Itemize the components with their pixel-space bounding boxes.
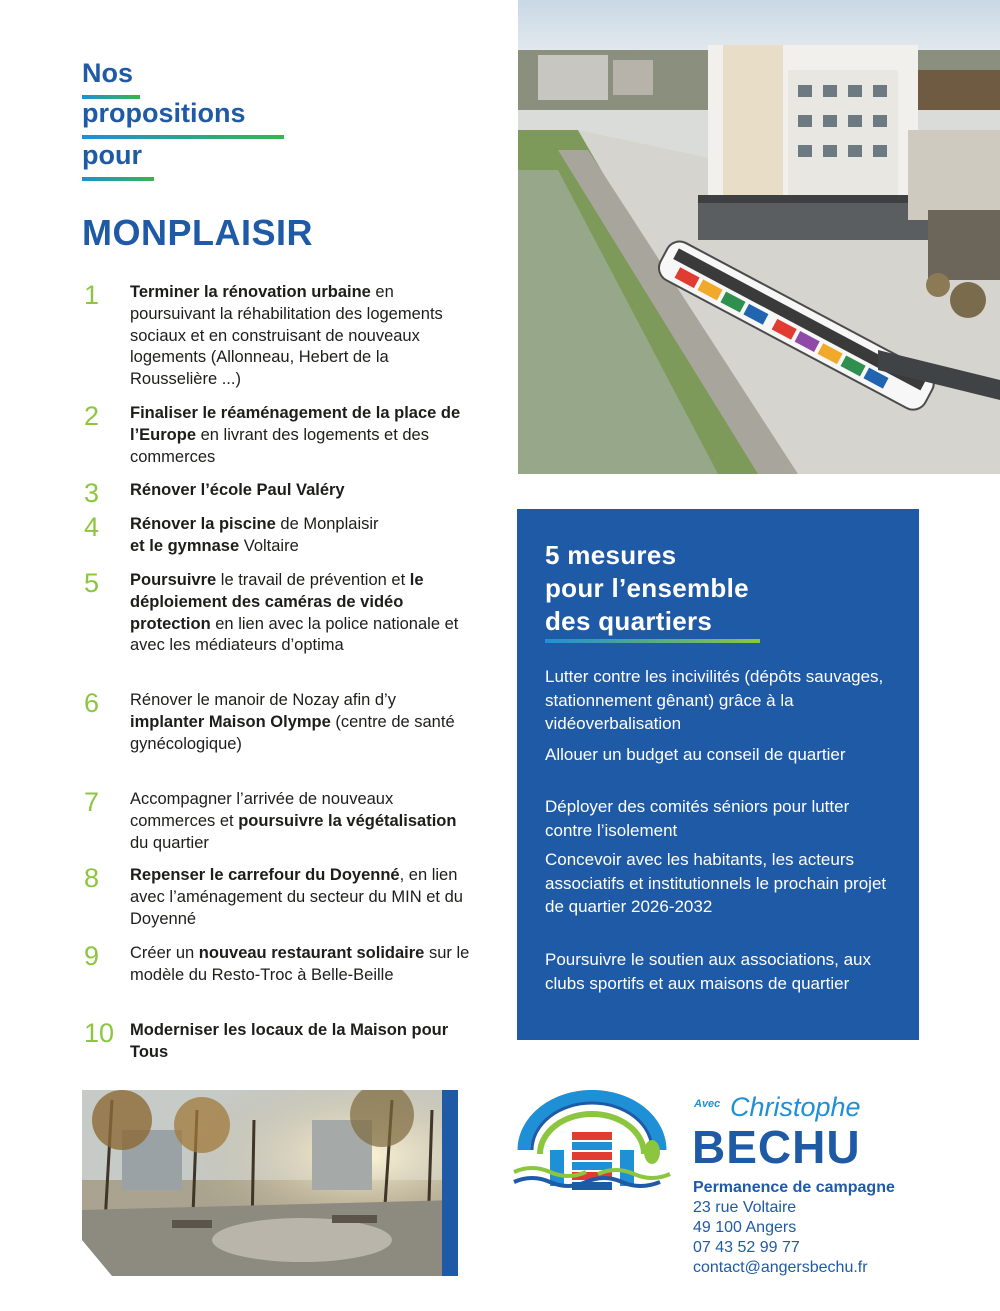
title-line-3 [82,142,142,169]
proposition-rest: Rénover le manoir de Nozay afin d’y [130,691,396,709]
proposition-number: 6 [84,688,100,718]
proposition-bold: le déploiement des caméras de vidéo protection [130,571,424,633]
proposition-number: 8 [84,863,100,893]
proposition-rest: de Monplaisir [275,515,379,533]
proposition-rest: Accompagner l’arrivée de nouveaux commerces et [130,790,394,830]
proposition-bold: nouveau restaurant solidaire [198,944,425,962]
proposition-rest: Créer un [130,944,199,962]
title-text-nos: Nos [82,58,134,88]
proposition-bold: Finaliser le réaménagement de la place de l’Europe [130,404,461,444]
proposition-number: 9 [84,941,100,971]
proposition-number: 5 [84,568,100,598]
measures-panel [517,509,919,1040]
contact-email[interactable]: contact@angersbechu.fr [693,1259,868,1276]
measures-heading-line: pour l’ensemble [545,573,749,603]
contact-city: 49 100 Angers [693,1219,797,1236]
measures-heading-line: 5 mesures [545,540,677,570]
title-underline [82,135,284,139]
measures-underline [545,639,760,643]
proposition-bold: implanter Maison Olympe [130,712,331,731]
proposition-text [130,1020,470,1064]
brand-avec: Avec [694,1098,721,1110]
proposition-rest: en livrant des logements et des commerces [130,425,429,466]
proposition-text [130,514,470,558]
proposition-rest: du quartier [130,833,209,852]
measure-item: Poursuivre le soutien aux associations, aux clubs sportifs et aux maisons de quartier [545,950,872,993]
proposition-text [130,789,470,854]
proposition-bold: Poursuivre [130,571,217,589]
brand-first-name: Christophe [730,1092,861,1122]
title-underline [82,177,154,181]
proposition-text [130,943,470,987]
proposition-number: 10 [84,1018,115,1048]
proposition-number: 1 [84,280,100,310]
proposition-bold: et le gymnase [130,536,240,555]
photo-accent-bar [442,1090,458,1276]
proposition-bold: poursuivre la végétalisation [238,811,457,830]
proposition-bold: Rénover la piscine [130,515,276,533]
title-text-pour: pour [82,140,142,170]
proposition-number: 2 [84,401,100,431]
campaign-logo [512,1090,672,1200]
park-photo [82,1090,458,1276]
measure-item: Concevoir avec les habitants, les acteurs associatifs et institutionnels le prochain projet de quartier 2026-2032 [545,850,887,916]
measures-heading-line: des quartiers [545,606,713,636]
proposition-bold: Moderniser les locaux de la Maison pour Tous [130,1021,449,1061]
proposition-text [130,403,470,468]
proposition-bold: Rénover l’école Paul Valéry [130,481,345,499]
measure-item: Déployer des comités séniors pour lutter contre l’isolement [545,797,850,840]
title-line-1 [82,60,133,87]
proposition-text [130,282,470,391]
measure-item: Allouer un budget au conseil de quartier [545,745,846,764]
tram-district-photo [518,0,1000,474]
proposition-bold: Repenser le carrefour du Doyenné [130,866,400,884]
contact-street: 23 rue Voltaire [693,1199,797,1216]
proposition-rest: en poursuivant la réhabilitation des logements sociaux et en construisant de nouveaux logements (Allonneau, Hebert de la Rousselière ...) [130,283,443,389]
proposition-number: 3 [84,478,100,508]
proposition-rest: en lien avec la police nationale et avec les médiateurs d’optima [130,614,459,655]
proposition-rest: Voltaire [239,536,299,555]
proposition-rest: (centre de santé gynécologique) [130,712,455,753]
brand-last-name: BECHU [692,1121,861,1173]
proposition-bold: Terminer la rénovation urbaine [130,283,371,301]
proposition-text [130,690,470,755]
proposition-rest: sur le modèle du Resto-Troc à Belle-Beille [130,944,470,984]
measures-heading [545,539,749,638]
proposition-number: 7 [84,787,100,817]
contact-heading: Permanence de campagne [693,1179,895,1196]
district-title: MONPLAISIR [82,212,314,253]
title-line-2 [82,100,246,127]
proposition-text [130,570,470,657]
proposition-number: 4 [84,512,100,542]
proposition-rest: le travail de prévention et [216,571,410,589]
proposition-text [130,865,470,930]
contact-phone: 07 43 52 99 77 [693,1239,800,1256]
proposition-text [130,480,470,502]
measure-item: Lutter contre les incivilités (dépôts sauvages, stationnement gênant) grâce à la vidéoverbalisation [545,667,884,733]
title-text-propositions: propositions [82,98,246,128]
proposition-rest: , en lien avec l’aménagement du secteur du MIN et du Doyenné [130,866,463,928]
